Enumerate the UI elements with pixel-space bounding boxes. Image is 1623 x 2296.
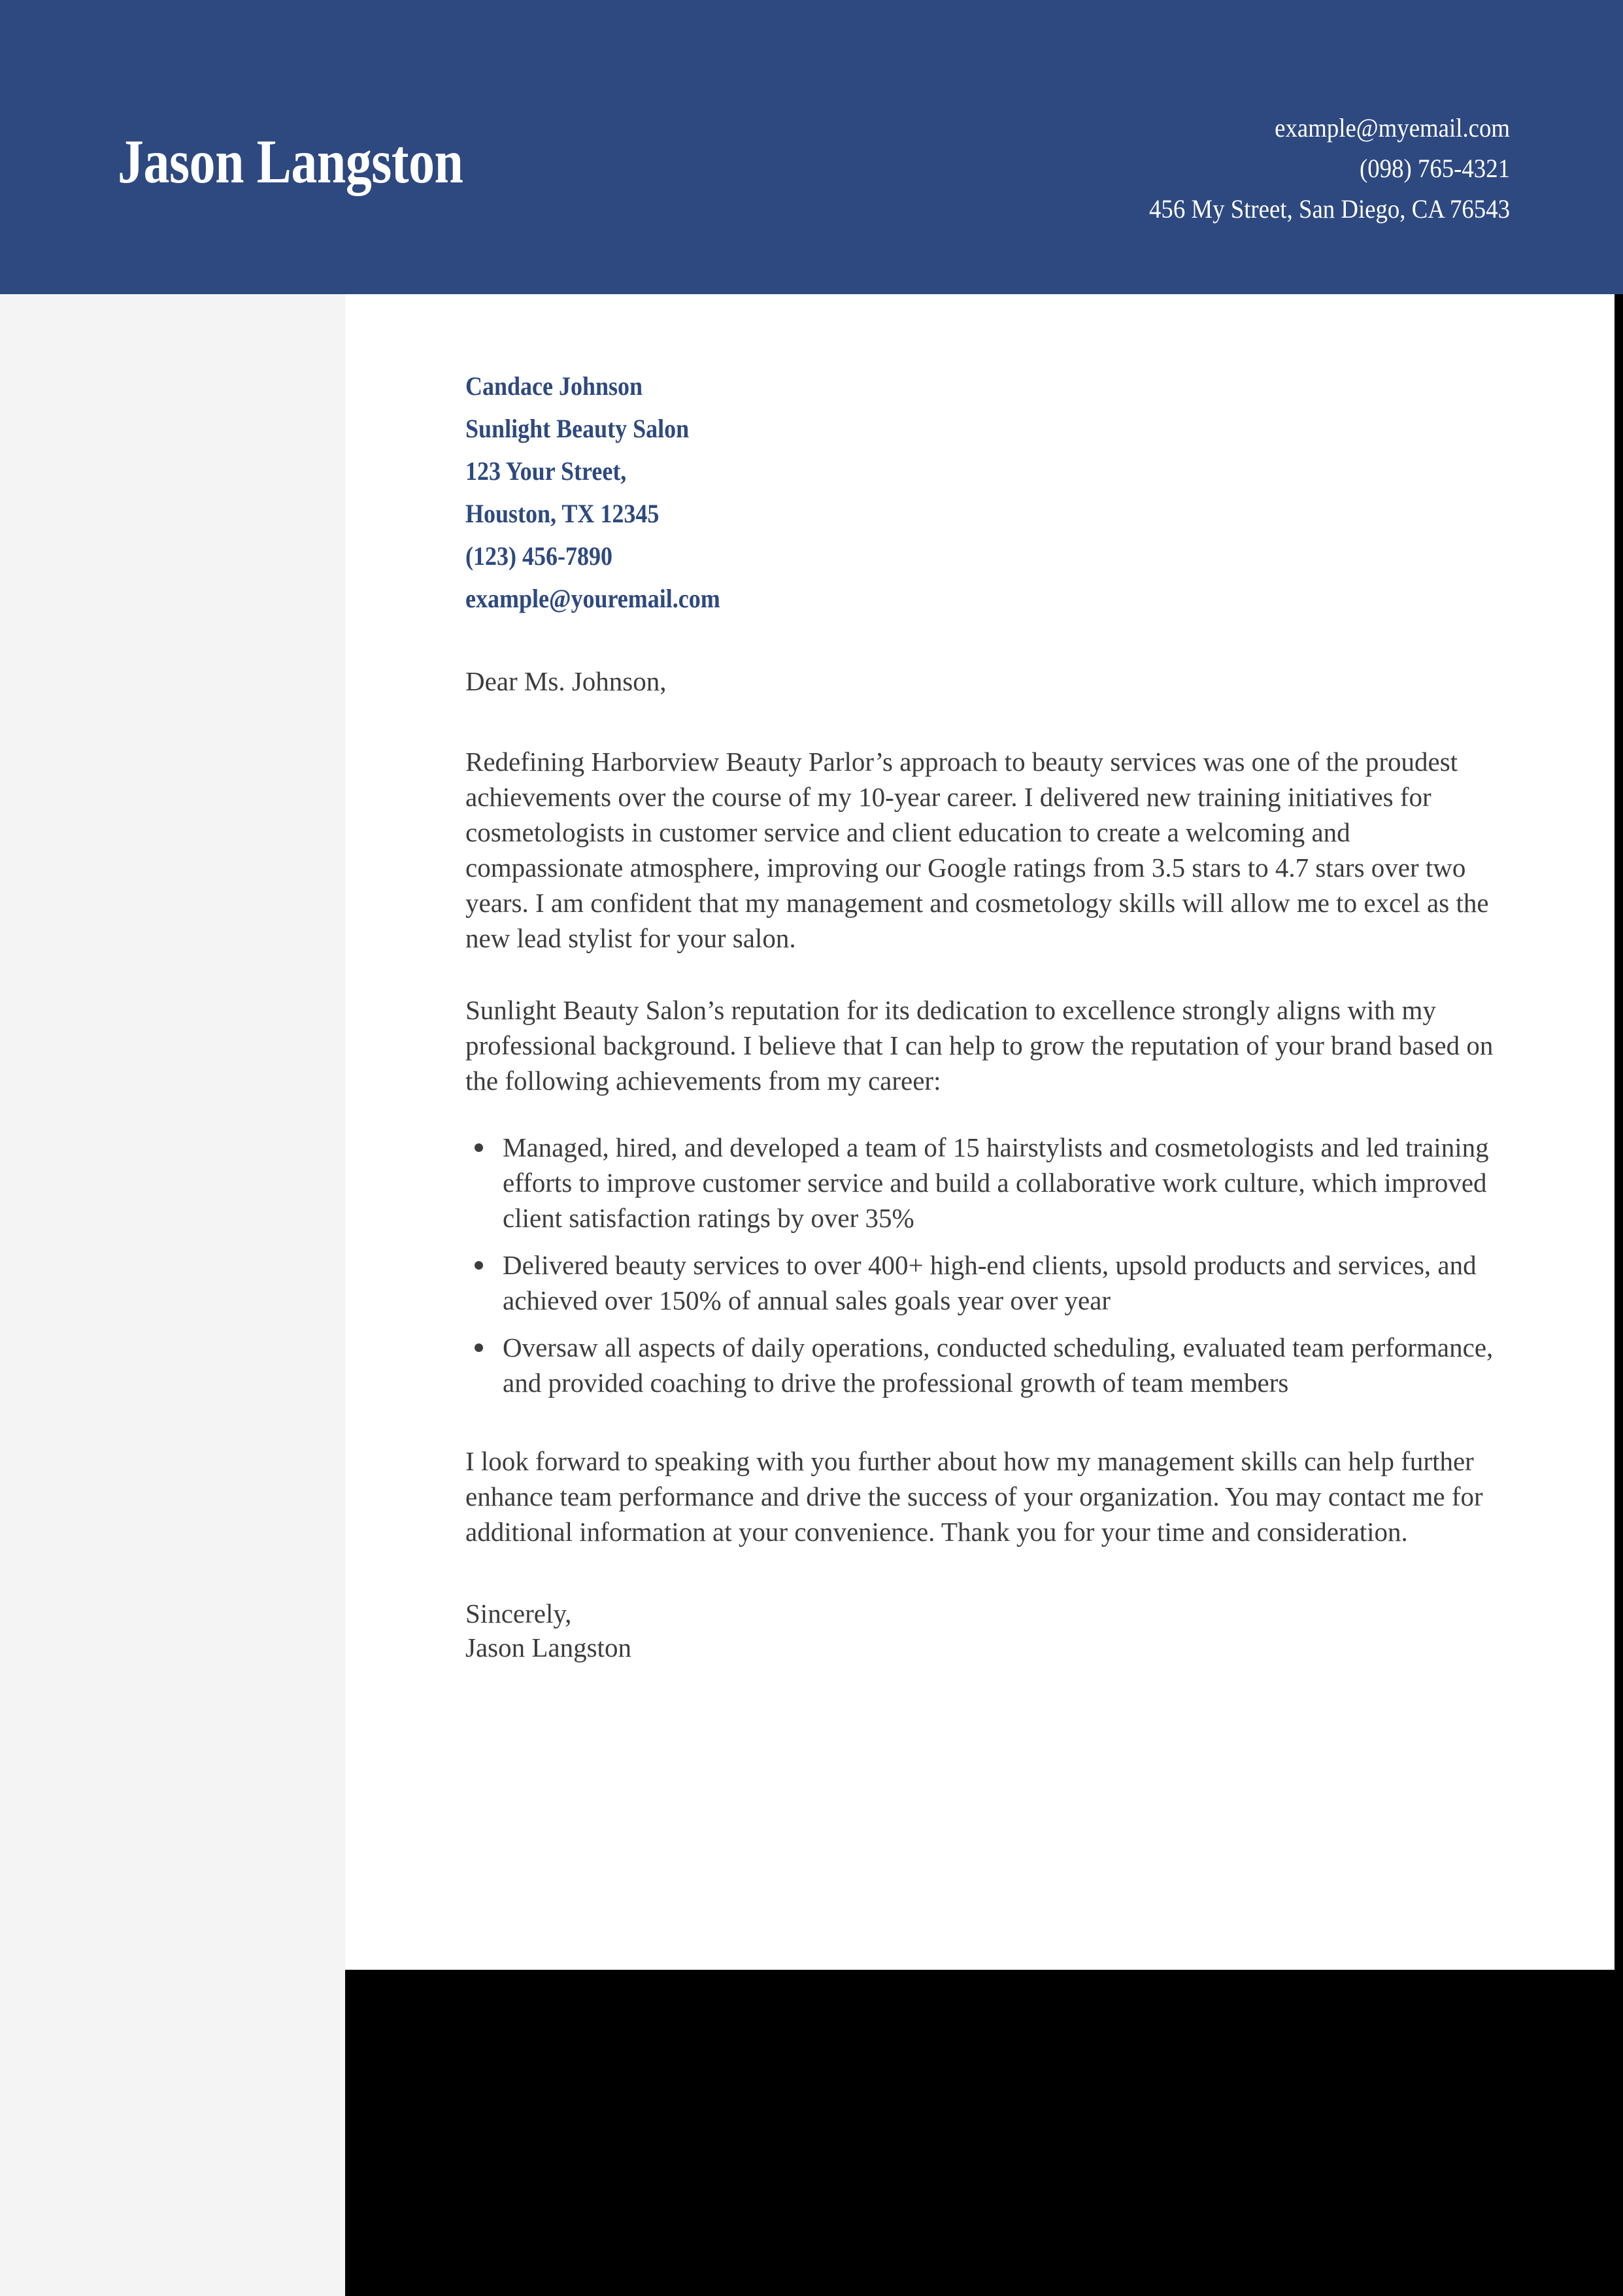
sender-contact-block [996,108,1510,229]
footer-block [345,1970,1623,2296]
signature-name: Jason Langston [465,1632,631,1663]
recipient-street: 123 Your Street, [465,456,627,486]
achievement-text: Managed, hired, and developed a team of 15 hairstylists and cosmetologists and led training efforts to improve customer service and build a collaborative work culture, which improved client satisfaction ratings by over 35% [503,1132,1489,1233]
closing-salutation: Sincerely, [465,1598,572,1629]
achievement-text: Oversaw all aspects of daily operations, conducted scheduling, evaluated team performance, and provided coaching to drive the professional growth of team members [503,1332,1494,1398]
sender-address: 456 My Street, San Diego, CA 76543 [1149,194,1510,224]
salutation: Dear Ms. Johnson, [465,666,667,696]
letterhead-header [0,0,1623,294]
sender-name: Jason Langston [118,127,463,196]
bullet-dot-icon [475,1143,483,1152]
body-paragraph-2: Sunlight Beauty Salon’s reputation for its dedication to excellence strongly aligns with my professional background. I believe that I can help to grow the reputation of your brand based on the following achievements from my career: [465,995,1494,1096]
achievement-text: Delivered beauty services to over 400+ high-end clients, upsold products and services, and achieved over 150% of annual sales goals year over year [503,1250,1477,1315]
list-item [465,1130,1494,1236]
sender-email: example@myemail.com [1275,113,1510,143]
body-paragraph-1: Redefining Harborview Beauty Parlor’s approach to beauty services was one of the proudest achievements over the course of my 10-year career. I delivered new training initiatives for cosmetologists in customer service and client education to create a welcoming and compassionate atmosphere, improving our Google ratings from 3.5 stars to 4.7 stars over two years. I am confident that my management and cosmetology skills will allow me to excel as the new lead stylist for your salon. [465,747,1489,953]
left-margin-band [0,294,345,2296]
signature-block [465,1596,1494,1664]
recipient-company: Sunlight Beauty Salon [465,414,690,443]
recipient-name: Candace Johnson [465,371,643,401]
sender-phone: (098) 765-4321 [1360,154,1510,183]
letter-content [465,365,1494,1664]
recipient-email: example@youremail.com [465,584,720,613]
body-paragraph-3: I look forward to speaking with you further about how my management skills can help further enhance team performance and drive the success of your organization. You may contact me for additional information at your convenience. Thank you for your time and consideration. [465,1446,1483,1547]
letter-body [465,664,1494,1664]
recipient-block [465,365,1391,620]
list-item [465,1247,1494,1318]
letter-sheet [345,294,1615,1970]
list-item [465,1330,1494,1400]
bullet-dot-icon [475,1343,483,1352]
bullet-dot-icon [475,1261,483,1270]
achievements-list [465,1130,1494,1400]
recipient-phone: (123) 456-7890 [465,541,612,571]
recipient-city-state-zip: Houston, TX 12345 [465,499,660,528]
